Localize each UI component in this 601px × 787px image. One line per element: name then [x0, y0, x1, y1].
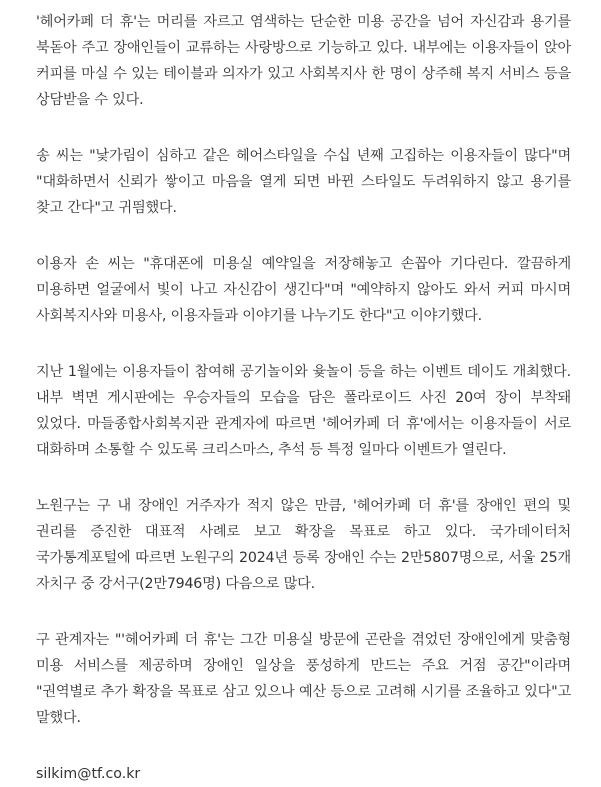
paragraph-2: 송 씨는 "낯가림이 심하고 같은 헤어스타일을 수십 년째 고집하는 이용자들이 많다"며 "대화하면서 신뢰가 쌓이고 마음을 열게 되면 바뀐 스타일도 두려워하지 않고 용기를 찾고 간다"고 귀띔했다.: [36, 148, 571, 216]
paragraph-5: 노원구는 구 내 장애인 거주자가 적지 않은 만큼, '헤어카페 더 휴'를 장애인 편의 및 권리를 증진한 대표적 사례로 보고 확장을 목표로 하고 있다. 국가데이터처 국가통계포털에 따르면 노원구의 2024년 등록 장애인 수는 2만5807명으로, 서울 25개 자치구 중 강서구(2만7946명) 다음으로 많다.: [36, 498, 571, 592]
paragraph-6: 구 관계자는 "'헤어카페 더 휴'는 그간 미용실 방문에 곤란을 겪었던 장애인에게 맞춤형 미용 서비스를 제공하며 장애인 일상을 풍성하게 만드는 주요 거점 공간"이라며 "권역별로 추가 확장을 목표로 삼고 있으나 예산 등으로 고려해 시기를 조율하고 있다"고 말했다.: [36, 632, 571, 726]
paragraph-4: 지난 1월에는 이용자들이 참여해 공기놀이와 윷놀이 등을 하는 이벤트 데이도 개최했다. 내부 벽면 게시판에는 우승자들의 모습을 담은 폴라로이드 사진 20여 장이 부착돼 있었다. 마들종합사회복지관 관계자에 따르면 '헤어카페 더 휴'에서는 이용자들이 서로 대화하며 소통할 수 있도록 크리스마스, 추석 등 특정 일마다 이벤트가 열린다.: [36, 364, 571, 458]
author-email: silkim@tf.co.kr: [36, 766, 141, 782]
paragraph-3: 이용자 손 씨는 "휴대폰에 미용실 예약일을 저장해놓고 손꼽아 기다린다. 깔끔하게 미용하면 얼굴에서 빛이 나고 자신감이 생긴다"며 "예약하지 않아도 와서 커피 마시며 사회복지사와 미용사, 이용자들과 이야기를 나누기도 한다"고 이야기했다.: [36, 256, 571, 324]
paragraph-1: '헤어카페 더 휴'는 머리를 자르고 염색하는 단순한 미용 공간을 넘어 자신감과 용기를 북돋아 주고 장애인들이 교류하는 사랑방으로 기능하고 있다. 내부에는 이용자들이 앉아 커피를 마실 수 있는 테이블과 의자가 있고 사회복지사 한 명이 상주해 복지 서비스 등을 상담받을 수 있다.: [36, 14, 571, 108]
